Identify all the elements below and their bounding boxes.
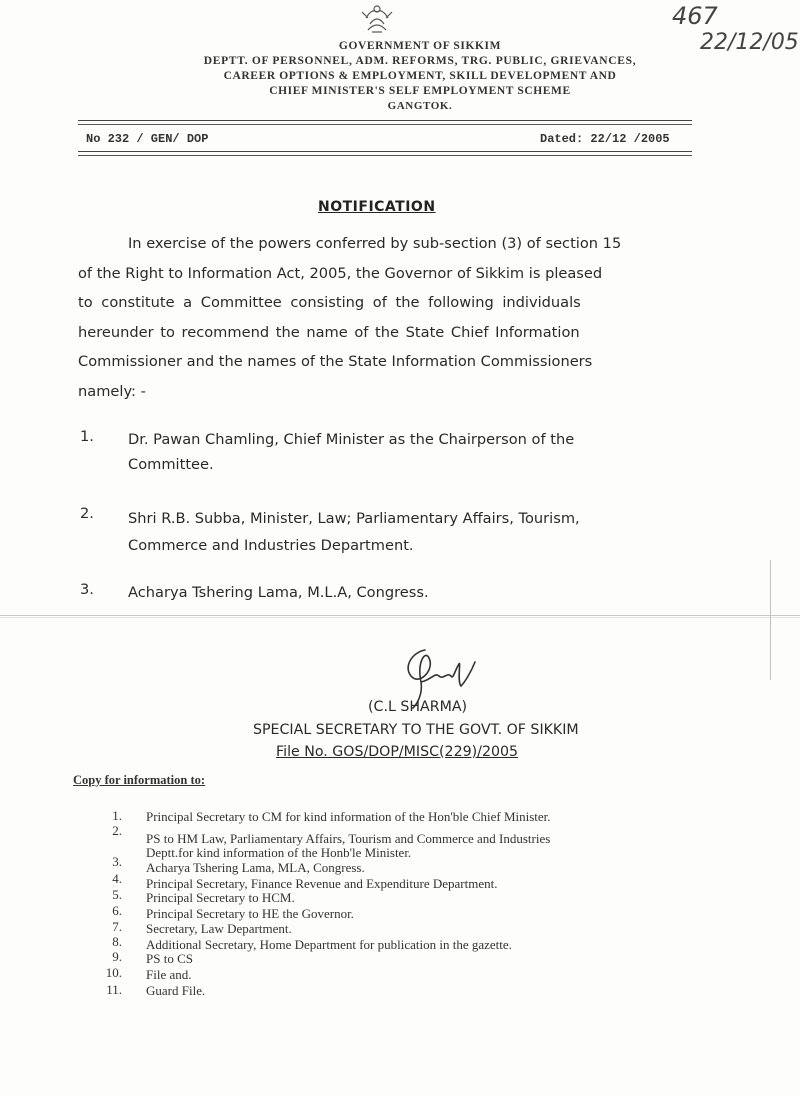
body-line-3: to constitute a Committee consisting of the following individuals: [78, 294, 581, 311]
paper-crease: [770, 560, 771, 680]
copy-recipient: Deptt.for kind information of the Honb'le Minister.: [146, 845, 412, 860]
member-text: Commerce and Industries Department.: [128, 537, 414, 554]
copy-recipient: PS to CS: [146, 951, 193, 966]
body-line-2: of the Right to Information Act, 2005, the Governor of Sikkim is pleased: [78, 265, 603, 282]
reference-date: Dated: 22/12 /2005: [540, 132, 670, 146]
copy-number: 7.: [112, 919, 122, 934]
notification-title: NOTIFICATION: [318, 199, 436, 215]
copy-recipient: Principal Secretary to CM for kind information of the Hon'ble Chief Minister.: [146, 809, 551, 824]
copy-number: 8.: [112, 934, 122, 949]
member-number: 2.: [80, 505, 94, 522]
copy-recipient: File and.: [146, 967, 192, 982]
copy-number: 11.: [106, 982, 122, 997]
paper-fold-line: [0, 615, 800, 616]
letterhead-scheme: CHIEF MINISTER'S SELF EMPLOYMENT SCHEME: [269, 85, 571, 97]
copy-number: 9.: [112, 949, 122, 964]
member-text: Shri R.B. Subba, Minister, Law; Parliamentary Affairs, Tourism,: [128, 510, 580, 527]
paper-fold-line-shadow: [0, 617, 800, 618]
copy-recipient: Secretary, Law Department.: [146, 921, 292, 936]
copy-recipient: Guard File.: [146, 983, 206, 998]
header-rule-bottom-double: [78, 155, 692, 156]
letterhead-city: GANGTOK.: [387, 100, 453, 112]
copy-recipient: Additional Secretary, Home Department for publication in the gazette.: [146, 937, 512, 952]
copy-heading: Copy for information to:: [73, 773, 206, 787]
reference-number: No 232 / GEN/ DOP: [86, 132, 209, 146]
letterhead-government: GOVERNMENT OF SIKKIM: [338, 40, 502, 52]
member-text: Dr. Pawan Chamling, Chief Minister as the Chairperson of the: [128, 431, 575, 448]
signatory-designation: SPECIAL SECRETARY TO THE GOVT. OF SIKKIM: [253, 722, 579, 738]
copy-number: 4.: [112, 871, 122, 886]
handwritten-date: 22/12/05: [700, 30, 799, 55]
member-number: 3.: [80, 581, 94, 598]
member-text: Acharya Tshering Lama, M.L.A, Congress.: [128, 584, 429, 601]
signatory-name: (C.L SHARMA): [368, 699, 468, 715]
member-text: Committee.: [128, 456, 214, 473]
letterhead-department-cont: CAREER OPTIONS & EMPLOYMENT, SKILL DEVELOPMENT AND: [223, 70, 617, 82]
copy-number: 5.: [112, 887, 122, 902]
header-rule-top: [78, 120, 692, 121]
letterhead-department: DEPTT. OF PERSONNEL, ADM. REFORMS, TRG. PUBLIC, GRIEVANCES,: [203, 55, 637, 67]
state-emblem-icon: [358, 0, 396, 36]
copy-number: 2.: [112, 823, 122, 838]
copy-number: 10.: [105, 965, 122, 980]
header-rule-top-double: [78, 124, 692, 125]
body-line-6: namely: -: [78, 383, 146, 400]
copy-number: 1.: [112, 808, 122, 823]
body-line-4: hereunder to recommend the name of the State Chief Information: [78, 324, 580, 341]
body-line-1: In exercise of the powers conferred by sub-section (3) of section 15: [128, 235, 622, 252]
file-number: File No. GOS/DOP/MISC(229)/2005: [276, 744, 519, 760]
handwritten-number: 467: [672, 2, 718, 30]
copy-number: 6.: [112, 903, 122, 918]
copy-recipient: Acharya Tshering Lama, MLA, Congress.: [146, 860, 365, 875]
copy-recipient: Principal Secretary, Finance Revenue and Expenditure Department.: [146, 876, 498, 891]
copy-recipient: Principal Secretary to HE the Governor.: [146, 906, 354, 921]
copy-recipient: PS to HM Law, Parliamentary Affairs, Tourism and Commerce and Industries: [146, 831, 551, 846]
header-rule-bottom: [78, 151, 692, 152]
body-line-5: Commissioner and the names of the State Information Commissioners: [78, 353, 593, 370]
copy-number: 3.: [112, 854, 122, 869]
copy-recipient: Principal Secretary to HCM.: [146, 890, 295, 905]
member-number: 1.: [80, 428, 94, 445]
